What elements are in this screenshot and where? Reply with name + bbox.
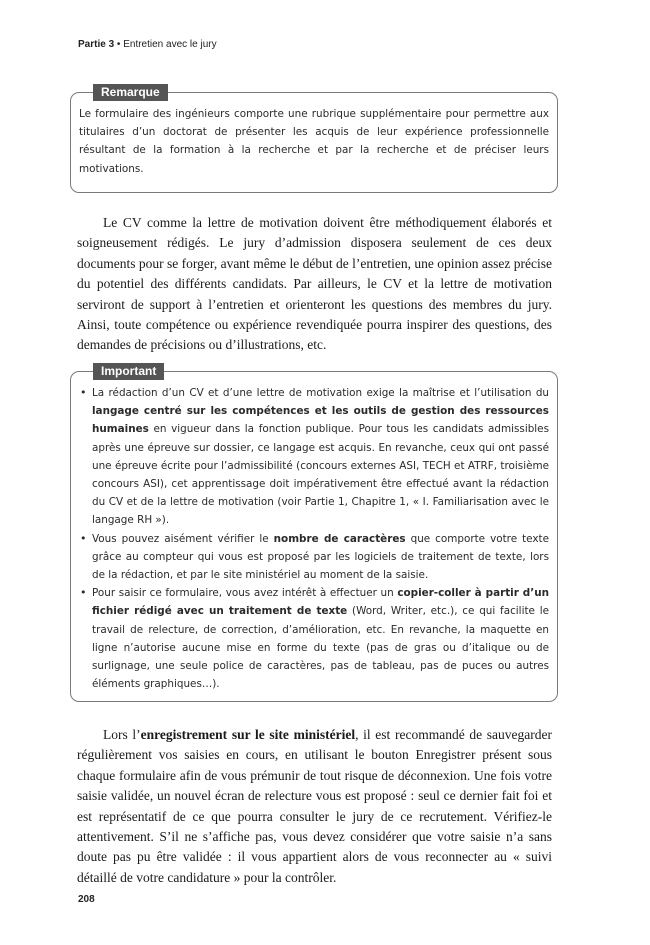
item-text: Vous pouvez aisément vérifier le	[92, 532, 274, 545]
header-part: Partie 3	[78, 39, 115, 50]
header-separator: •	[116, 39, 121, 50]
page-number: 208	[78, 894, 95, 905]
paragraph-enregistrement	[77, 725, 552, 888]
important-list	[79, 384, 549, 693]
important-item	[79, 384, 549, 530]
running-header	[78, 39, 217, 50]
item-bold-text: langage centré sur les compétences et les outils de gestion des ressources humaines	[92, 405, 549, 436]
paragraph-text: , il est recommandé de sauvegarder régulièrement vos saisies en cours, en utilisant le bouton Enregistrer présent sous chaque formulaire afin de vous prémunir de tout risque de déconnexion. Une fois votre saisie validée, un nouvel écran de relecture vous est proposé : seul ce dernier fait foi et est représentatif de ce que pourra consulter le jury de ce recrutement. Vérifiez-le attentivement. S’il ne s’affiche pas, vous devez considérer que votre saisie n’a sans doute pas pu être validée : il vous appartient alors de vous reconnecter au « suivi détaillé de votre candidature » pour la contrôler.	[77, 727, 552, 885]
item-bold-text: copier-coller à partir d’un fichier rédigé avec un traitement de texte	[92, 587, 549, 618]
item-text: Pour saisir ce formulaire, vous avez intérêt à effectuer un	[92, 587, 398, 600]
paragraph-bold-text: enregistrement sur le site ministériel	[140, 727, 356, 742]
important-item	[79, 530, 549, 585]
item-bold-text: nombre de caractères	[273, 532, 406, 545]
item-text: en vigueur dans la fonction publique. Pour tous les candidats admissibles après une épreuve sur dossier, ce langage est acquis. En revanche, ceux qui ont passé une épreuve écrite pour l’admissibilité (concours externes ASI, TECH et ATRF, troisième concours ASI), cet apprentissage doit impérativement être effectué avant la rédaction du CV et de la lettre de motivation (voir Partie 1, Chapitre 1, « I. Familiarisation avec le langage RH »).	[92, 423, 549, 527]
paragraph-text: Lors l’	[103, 727, 141, 742]
remarque-label: Remarque	[93, 84, 168, 101]
item-text: que comporte votre texte grâce au compteur qui vous est proposé par les logiciels de traitement de texte, lors de la rédaction, et par le site ministériel au moment de la saisie.	[92, 532, 549, 582]
important-label: Important	[93, 363, 164, 380]
important-box	[70, 364, 558, 702]
remarque-text: Le formulaire des ingénieurs comporte une rubrique supplémentaire pour permettre aux titulaires d’un doctorat de présenter les acquis de leur expérience professionnelle résultant de la formation à la recherche et par la recherche et de préciser leurs motivations.	[79, 108, 549, 175]
item-text: (Word, Writer, etc.), ce qui facilite le travail de relecture, de correction, d’amélioration, etc. En revanche, la maquette en ligne n’autorise aucune mise en forme du texte (pas de gras ou d’italique ou de surlignage, une seule police de caractères, pas de tableau, pas de puces ou autres éléments graphiques…).	[92, 605, 549, 691]
paragraph-cv	[77, 213, 552, 356]
important-item	[79, 584, 549, 693]
remarque-box	[70, 85, 558, 193]
paragraph-cv-text: Le CV comme la lettre de motivation doivent être méthodiquement élaborés et soigneusement rédigés. Le jury d’admission disposera seulement de ces deux documents pour se forger, avant même le début de l’entretien, une opinion assez précise du potentiel des différents candidats. Par ailleurs, le CV et la lettre de motivation serviront de support à l’entretien et orienteront les questions des membres du jury. Ainsi, toute compétence ou expérience revendiquée pourra inspirer des questions, des demandes de précisions ou d’illustrations, etc.	[77, 215, 552, 353]
header-title: Entretien avec le jury	[123, 39, 217, 50]
item-text: La rédaction d’un CV et d’une lettre de motivation exige la maîtrise et l’utilisation du	[92, 387, 549, 399]
